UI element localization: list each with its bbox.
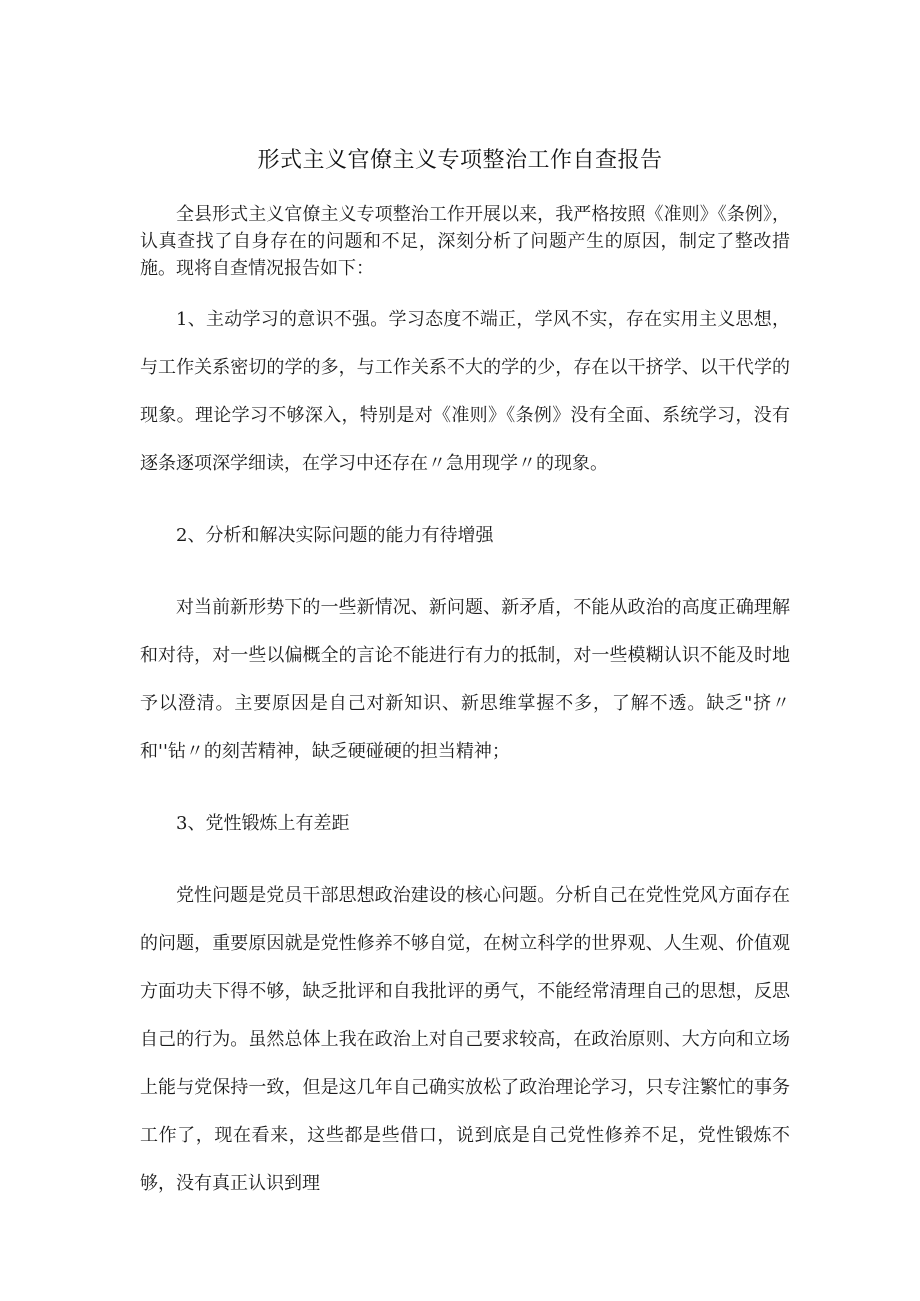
item-3-heading: 3、党性锻炼上有差距	[176, 813, 350, 834]
report-body	[140, 296, 790, 1208]
intro-section	[140, 201, 790, 282]
intro-paragraph: 全县形式主义官僚主义专项整治工作开展以来，我严格按照《准则》《条例》，认真查找了自身存在的问题和不足，深刻分析了问题产生的原因，制定了整改措施。现将自查情况报告如下：	[140, 204, 790, 279]
item-2-heading: 2、分析和解决实际问题的能力有待增强	[176, 525, 494, 546]
item-2-paragraph: 对当前新形势下的一些新情况、新问题、新矛盾，不能从政治的高度正确理解和对待，对一些以偏概全的言论不能进行有力的抵制，对一些模糊认识不能及时地予以澄清。主要原因是自己对新知识、新思维掌握不多，了解不透。缺乏"挤〃和''钻〃的刻苦精神，缺乏硬碰硬的担当精神；	[140, 597, 790, 762]
document-title: 形式主义官僚主义专项整治工作自查报告	[257, 148, 663, 173]
item-3-paragraph: 党性问题是党员干部思想政治建设的核心问题。分析自己在党性党风方面存在的问题，重要原因就是党性修养不够自觉，在树立科学的世界观、人生观、价值观方面功夫下得不够，缺乏批评和自我批评的勇气，不能经常清理自己的思想，反思自己的行为。虽然总体上我在政治上对自己要求较高，在政治原则、大方向和立场上能与党保持一致，但是这几年自己确实放松了政治理论学习，只专注繁忙的事务工作了，现在看来，这些都是些借口，说到底是自己党性修养不足，党性锻炼不够，没有真正认识到理	[140, 885, 790, 1194]
item-1-paragraph: 1、主动学习的意识不强。学习态度不端正，学风不实，存在实用主义思想，与工作关系密切的学的多，与工作关系不大的学的少，存在以干挤学、以干代学的现象。理论学习不够深入，特别是对《准则》《条例》没有全面、系统学习，没有逐条逐项深学细读，在学习中还存在〃急用现学〃的现象。	[140, 309, 790, 474]
